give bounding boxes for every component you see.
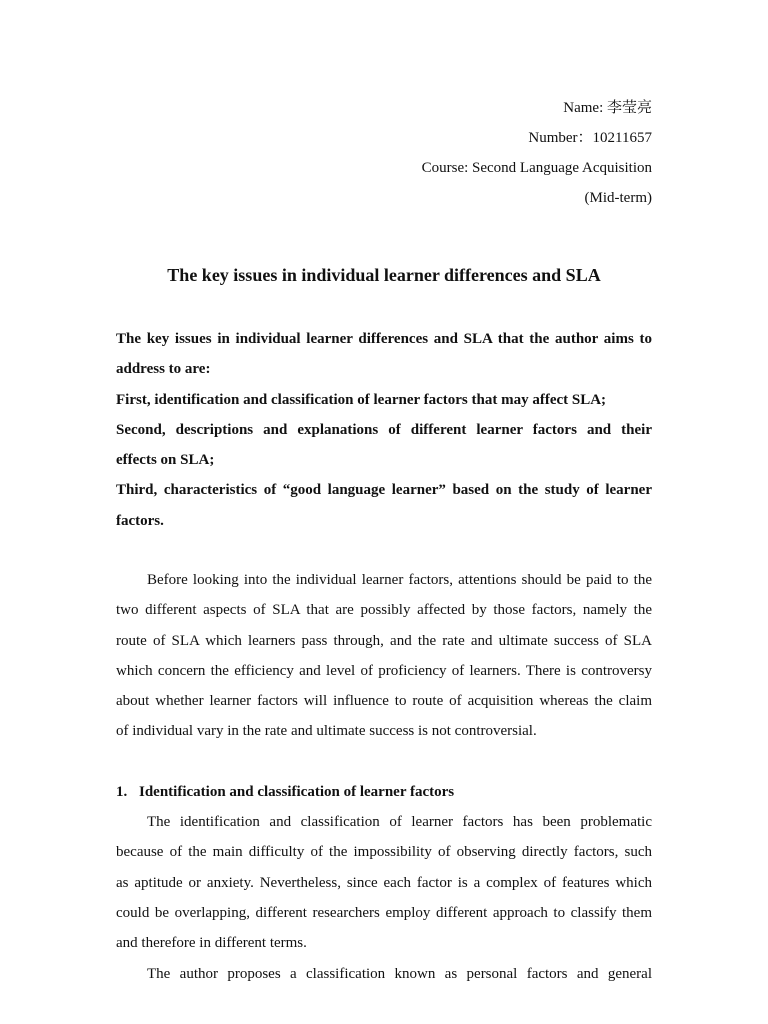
paragraph-route-and-rate bbox=[116, 565, 652, 747]
course-name: Course: Second Language Acquisition bbox=[421, 160, 652, 176]
paragraph-classification bbox=[116, 959, 652, 989]
intro-line: Second, descriptions and explanations of different learner factors and their bbox=[116, 421, 652, 438]
paragraph-line: The identification and classification of learner factors has been problematic bbox=[147, 814, 652, 830]
paragraph-line: Before looking into the individual learner factors, attentions should be paid to the bbox=[147, 572, 652, 588]
paragraph-line: as aptitude or anxiety. Nevertheless, since each factor is a complex of features which bbox=[116, 874, 652, 891]
document-page bbox=[116, 0, 652, 1024]
exam-term: (Mid-term) bbox=[584, 190, 652, 206]
student-name: Name: 李莹亮 bbox=[563, 100, 652, 116]
intro-line: effects on SLA; bbox=[116, 452, 215, 469]
paragraph-line: because of the main difficulty of the impossibility of observing directly factors, such bbox=[116, 844, 652, 861]
paragraph-line: route of SLA which learners pass through, and the rate and ultimate success of SLA bbox=[116, 632, 652, 649]
paragraph-line: which concern the efficiency and level of proficiency of learners. There is controversy bbox=[116, 662, 652, 679]
document-title: The key issues in individual learner differences and SLA bbox=[167, 265, 601, 285]
section-heading-1 bbox=[116, 777, 652, 807]
intro-key-issues bbox=[116, 324, 652, 536]
paragraph-line: two different aspects of SLA that are possibly affected by those factors, namely the bbox=[116, 602, 652, 619]
section-number: 1. bbox=[116, 784, 128, 800]
intro-line: Third, characteristics of “good language learner” based on the study of learner bbox=[116, 482, 652, 499]
student-number: Number：10211657 bbox=[528, 130, 652, 146]
paragraph-line: about whether learner factors will influence to route of acquisition whereas the claim bbox=[116, 693, 652, 710]
section-title: Identification and classification of learner factors bbox=[139, 784, 455, 800]
paragraph-identification bbox=[116, 807, 652, 958]
paragraph-line: and therefore in different terms. bbox=[116, 935, 307, 952]
intro-line: address to are: bbox=[116, 361, 211, 378]
paragraph-line: of individual vary in the rate and ultimate success is not controversial. bbox=[116, 723, 537, 740]
paragraph-line: could be overlapping, different researchers employ different approach to classify them bbox=[116, 904, 652, 921]
intro-line: First, identification and classification of learner factors that may affect SLA; bbox=[116, 391, 607, 408]
intro-line: The key issues in individual learner differences and SLA that the author aims to bbox=[116, 331, 652, 347]
paragraph-line: The author proposes a classification known as personal factors and general bbox=[147, 966, 652, 982]
intro-line: factors. bbox=[116, 512, 164, 529]
